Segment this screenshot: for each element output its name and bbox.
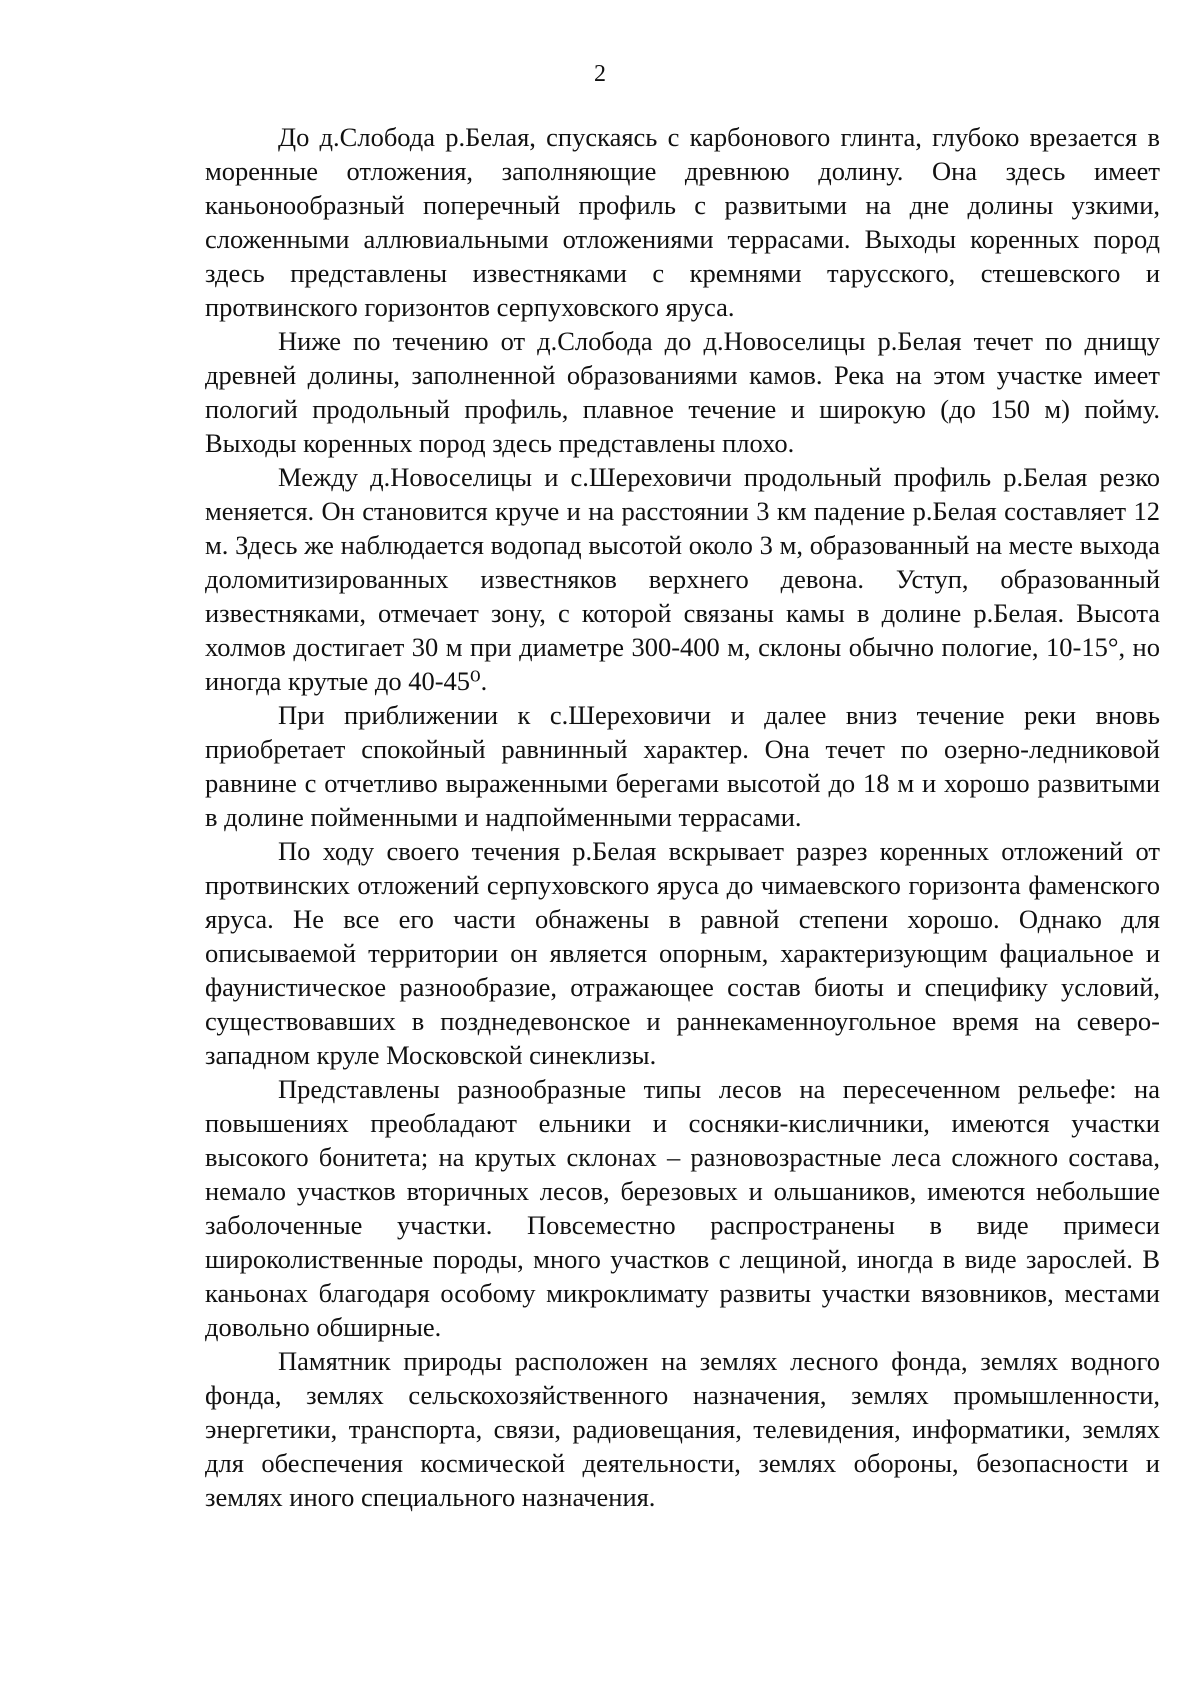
paragraph-6: Представлены разнообразные типы лесов на пересеченном рельефе: на повышениях преобладают ельники и сосняки-кисличники, имеются участки высокого бонитета; на крутых склонах – разновозрастные леса сложного состава, немало участков вторичных лесов, березовых и ольшаников, имеются небольшие заболоченные участки. Повсеместно распространены в виде примеси широколиственные породы, много участков с лещиной, иногда в виде зарослей. В каньонах благодаря особому микроклимату развиты участки вязовников, местами довольно обширные. xyxy=(205,1074,1160,1342)
paragraph-2: Ниже по течению от д.Слобода до д.Новоселицы р.Белая течет по днищу древней долины, заполненной образованиями камов. Река на этом участке имеет пологий продольный профиль, плавное течение и широкую (до 150 м) пойму. Выходы коренных пород здесь представлены плохо. xyxy=(205,326,1160,458)
page-number: 2 xyxy=(594,61,606,87)
paragraph-5: По ходу своего течения р.Белая вскрывает разрез коренных отложений от протвинских отложений серпуховского яруса до чимаевского горизонта фаменского яруса. Не все его части обнажены в равной степени хорошо. Однако для описываемой территории он является опорным, характеризующим фациальное и фаунистическое разнообразие, отражающее состав биоты и специфику условий, существовавших в позднедевонское и раннекаменноугольное время на северо-западном круле Московской синеклизы. xyxy=(205,836,1160,1070)
document-body xyxy=(205,120,1160,1514)
paragraph-7: Памятник природы расположен на землях лесного фонда, землях водного фонда, землях сельскохозяйственного назначения, землях промышленности, энергетики, транспорта, связи, радиовещания, телевидения, информатики, землях для обеспечения космической деятельности, землях обороны, безопасности и землях иного специального назначения. xyxy=(205,1346,1160,1512)
paragraph-1: До д.Слобода р.Белая, спускаясь с карбонового глинта, глубоко врезается в моренные отложения, заполняющие древнюю долину. Она здесь имеет каньонообразный поперечный профиль с развитыми на дне долины узкими, сложенными аллювиальными отложениями террасами. Выходы коренных пород здесь представлены известняками с кремнями тарусского, стешевского и протвинского горизонтов серпуховского яруса. xyxy=(205,122,1160,322)
paragraph-3: Между д.Новоселицы и с.Шереховичи продольный профиль р.Белая резко меняется. Он становится круче и на расстоянии 3 км падение р.Белая составляет 12 м. Здесь же наблюдается водопад высотой около 3 м, образованный на месте выхода доломитизированных известняков верхнего девона. Уступ, образованный известняками, отмечает зону, с которой связаны камы в долине р.Белая. Высота холмов достигает 30 м при диаметре 300-400 м, склоны обычно пологие, 10-15°, но иногда крутые до 40-45⁰. xyxy=(205,462,1160,696)
paragraph-4: При приближении к с.Шереховичи и далее вниз течение реки вновь приобретает спокойный равнинный характер. Она течет по озерно-ледниковой равнине с отчетливо выраженными берегами высотой до 18 м и хорошо развитыми в долине пойменными и надпойменными террасами. xyxy=(205,700,1160,832)
